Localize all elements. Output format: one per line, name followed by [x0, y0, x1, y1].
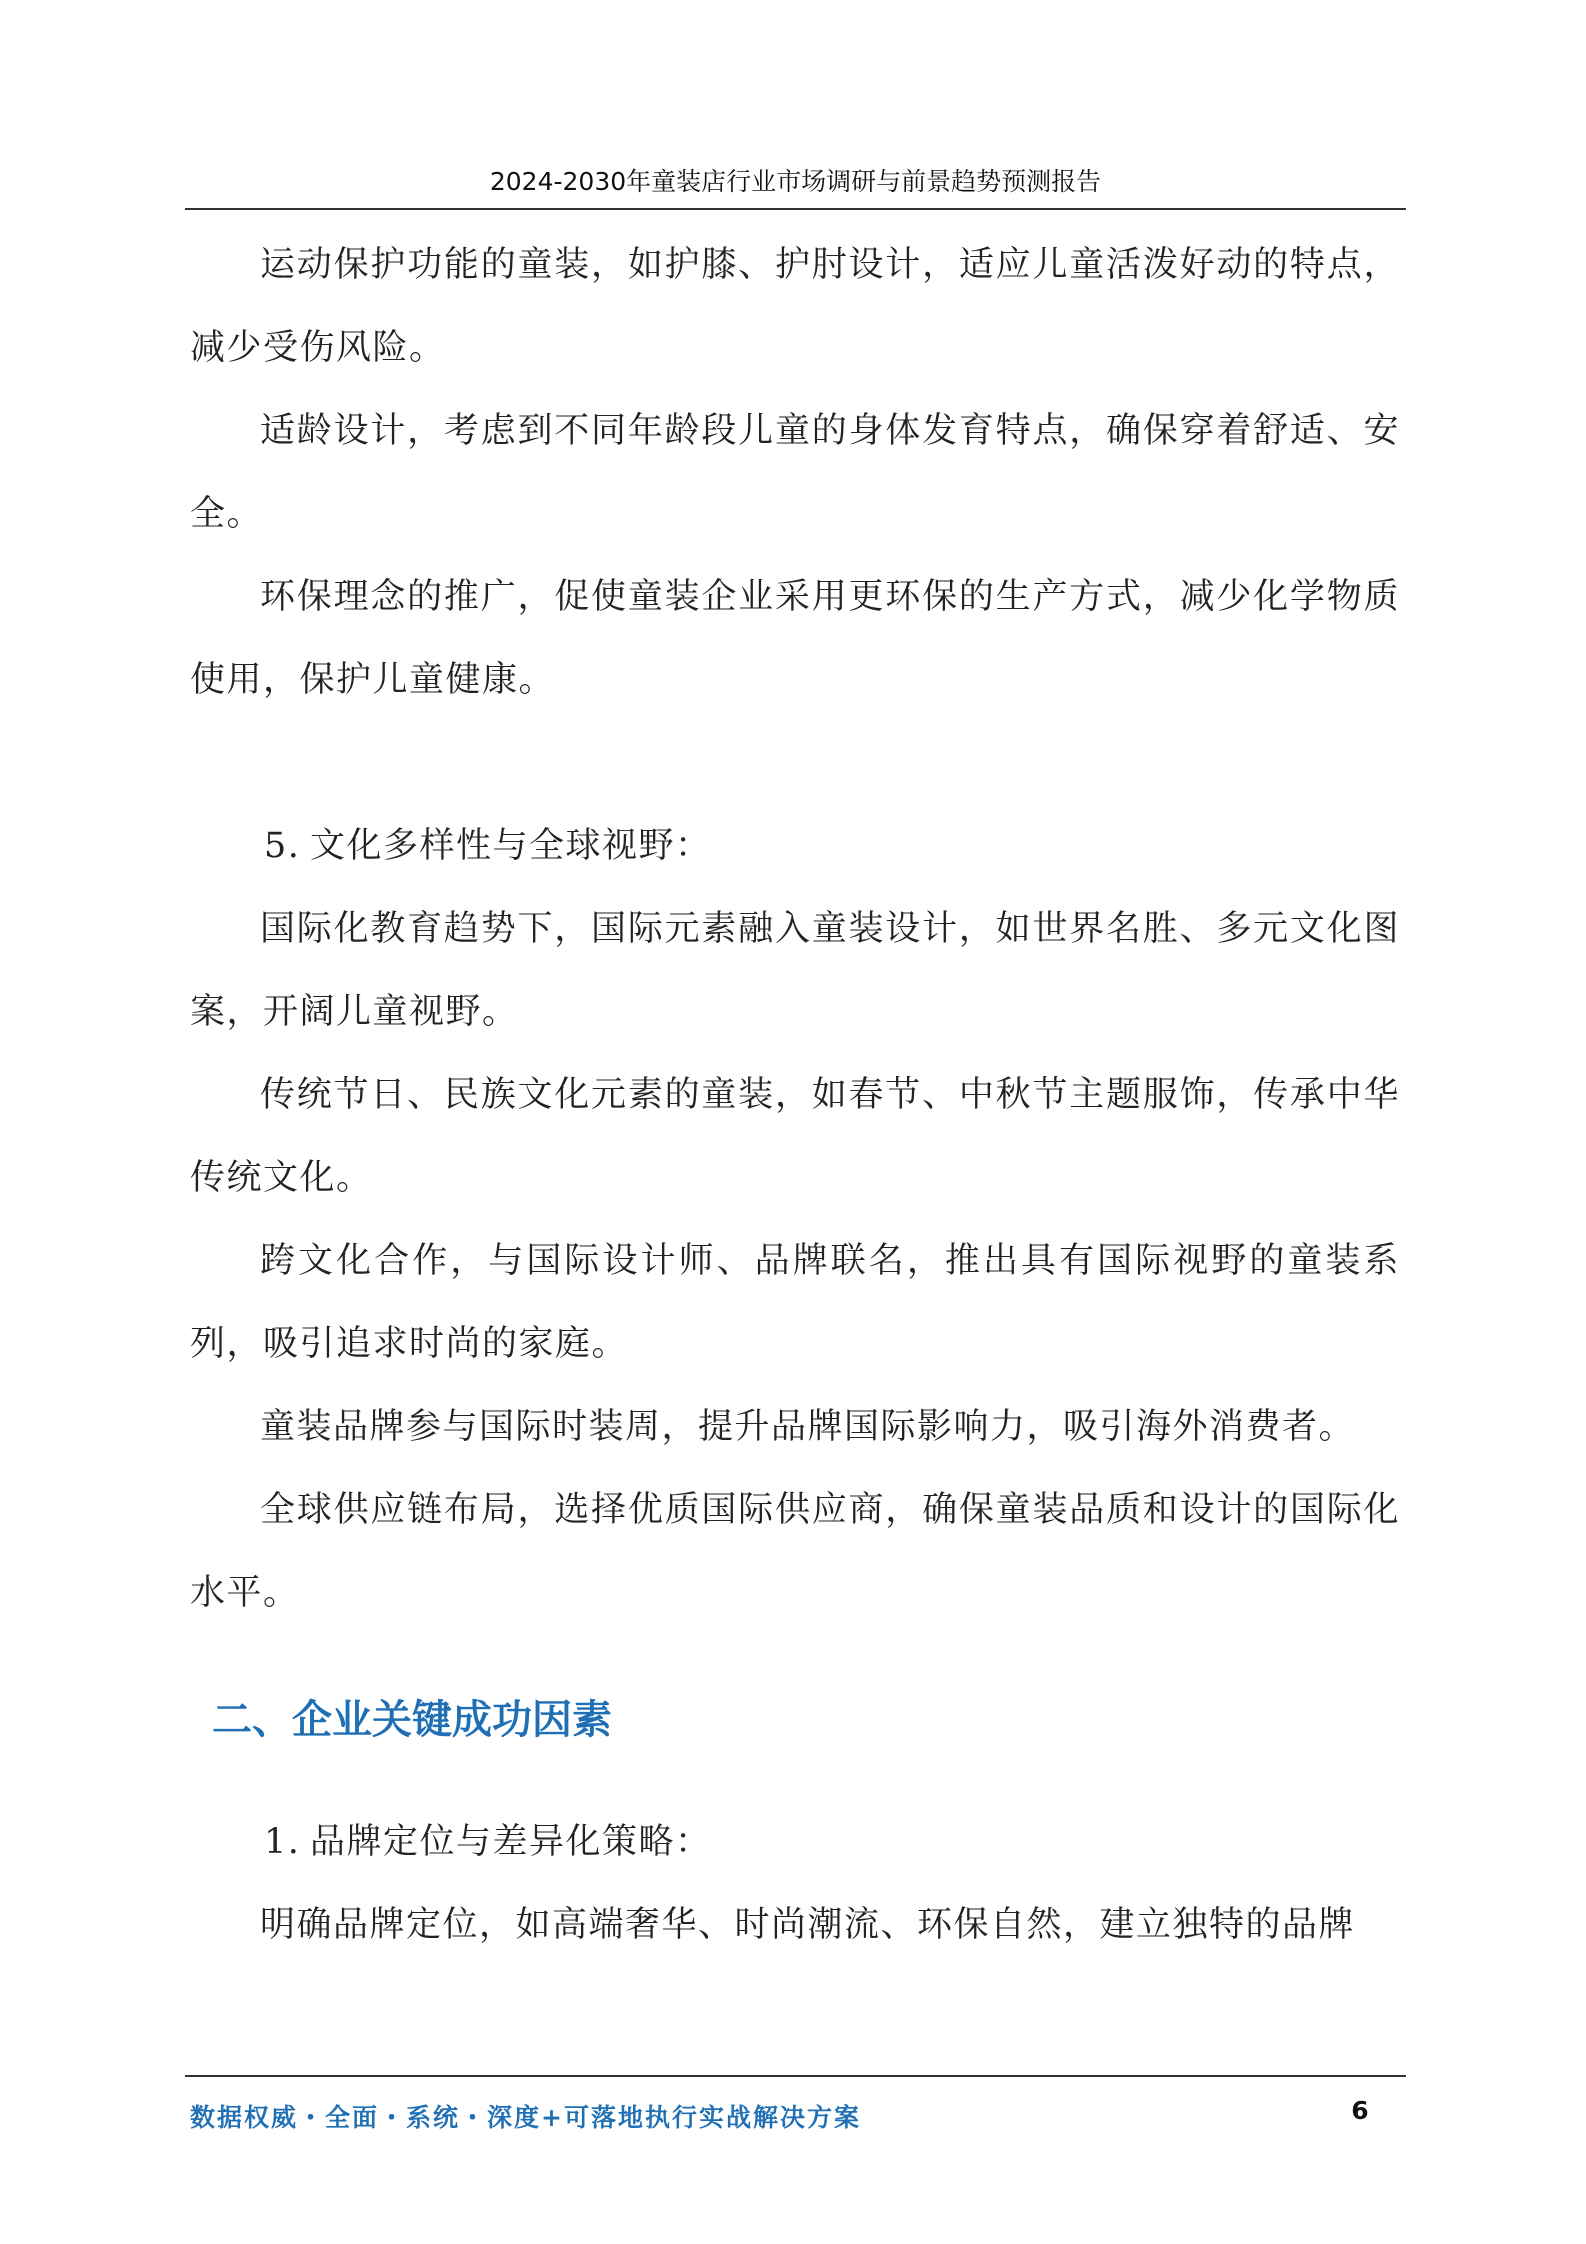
paragraph-age-design: 适龄设计，考虑到不同年龄段儿童的身体发育特点，确保穿着舒适、安全。: [190, 411, 1400, 534]
subheading-number: 5.: [264, 826, 301, 866]
paragraph-cross-cultural: 跨文化合作，与国际设计师、品牌联名，推出具有国际视野的童装系列，吸引追求时尚的家庭。: [190, 1241, 1400, 1364]
footer-slogan: 数据权威・全面・系统・深度+可落地执行实战解决方案: [190, 2103, 861, 2132]
paragraph-global-supply-chain: 全球供应链布局，选择优质国际供应商，确保童装品质和设计的国际化水平。: [190, 1490, 1400, 1613]
page-number: 6: [1351, 2096, 1369, 2125]
paragraph-fashion-week: 童装品牌参与国际时装周，提升品牌国际影响力，吸引海外消费者。: [260, 1407, 1356, 1447]
subheading-label: 文化多样性与全球视野：: [310, 826, 712, 866]
subheading-brand-positioning: [190, 1801, 1400, 1884]
report-title: 2024-2030年童装店行业市场调研与前景趋势预测报告: [489, 167, 1102, 196]
paragraph-brand-definition: 明确品牌定位，如高端奢华、时尚潮流、环保自然，建立独特的品牌: [260, 1905, 1356, 1945]
paragraph-gap: [190, 722, 1400, 805]
footer-divider: [185, 2075, 1406, 2077]
section-heading: 二、企业关键成功因素: [212, 1697, 612, 1743]
paragraph-international-elements: 国际化教育趋势下，国际元素融入童装设计，如世界名胜、多元文化图案，开阔儿童视野。: [190, 909, 1400, 1032]
paragraph-eco-concept: 环保理念的推广，促使童装企业采用更环保的生产方式，减少化学物质使用，保护儿童健康。: [190, 577, 1400, 700]
subheading-label: 品牌定位与差异化策略：: [310, 1822, 712, 1862]
header-divider: [185, 208, 1406, 210]
subheading-cultural-diversity: [190, 805, 1400, 888]
paragraph-traditional-festivals: 传统节日、民族文化元素的童装，如春节、中秋节主题服饰，传承中华传统文化。: [190, 1075, 1400, 1198]
page-body: [190, 224, 1400, 1967]
subheading-number: 1.: [264, 1822, 301, 1862]
paragraph-sports-protection: 运动保护功能的童装，如护膝、护肘设计，适应儿童活泼好动的特点，减少受伤风险。: [190, 245, 1400, 368]
